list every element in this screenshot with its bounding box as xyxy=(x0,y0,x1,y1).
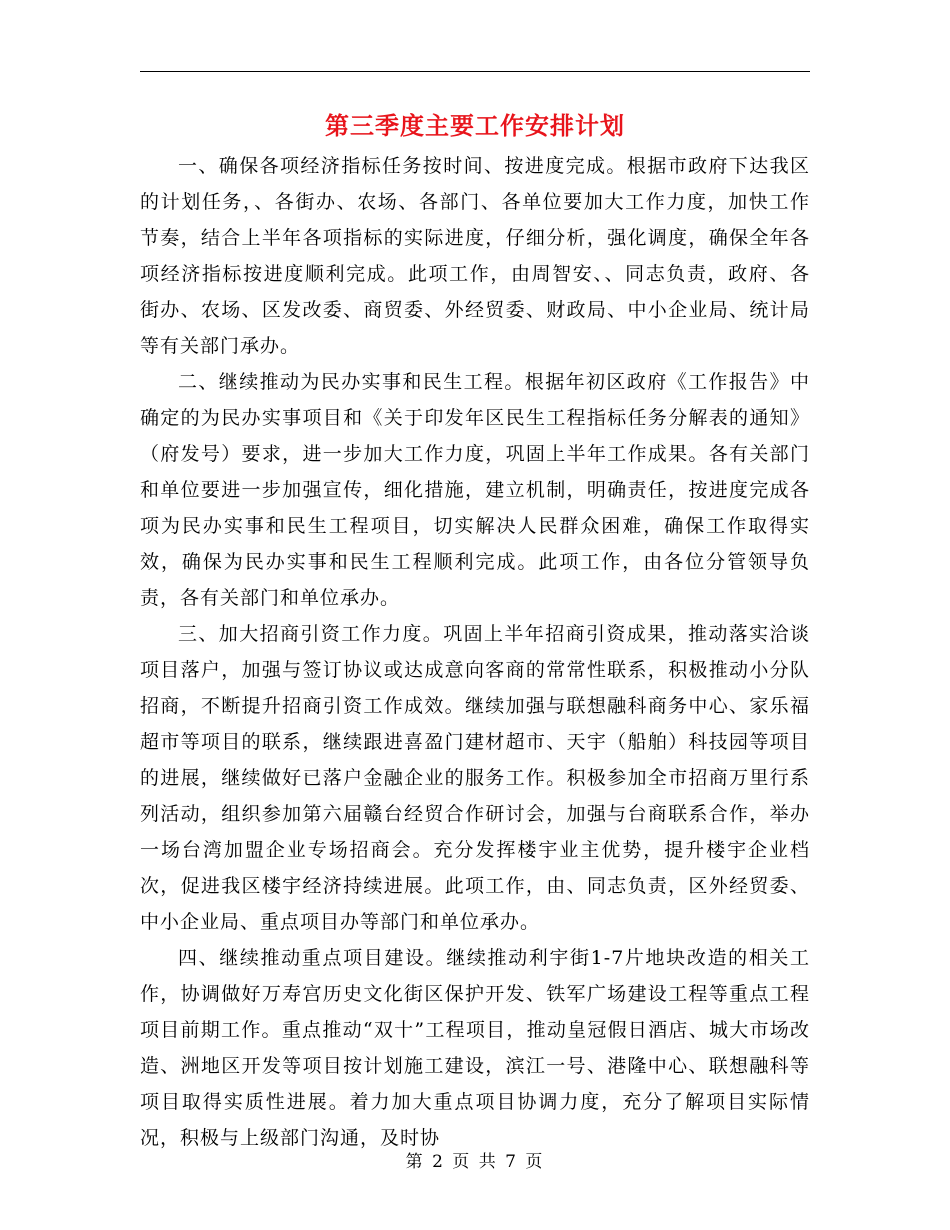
header-rule xyxy=(140,71,810,72)
paragraph-3: 三、加大招商引资工作力度。巩固上半年招商引资成果，推动落实洽谈项目落户，加强与签订协议或达成意向客商的常常性联系，积极推动小分队招商，不断提升招商引资工作成效。继续加强与联想融科商务中心、家乐福超市等项目的联系，继续跟进喜盈门建材超市、天宇（船舶）科技园等项目的进展，继续做好已落户金融企业的服务工作。积极参加全市招商万里行系列活动，组织参加第六届赣台经贸合作研讨会，加强与台商联系合作，举办一场台湾加盟企业专场招商会。充分发挥楼宇业主优势，提升楼宇企业档次，促进我区楼宇经济持续进展。此项工作，由、同志负责，区外经贸委、中小企业局、重点项目办等部门和单位承办。 xyxy=(140,623,810,933)
document-title: 第三季度主要工作安排计划 xyxy=(325,111,625,140)
document-body xyxy=(140,148,810,1156)
page-number-footer: 第 2 页 共 7 页 xyxy=(405,1152,545,1172)
paragraph-4: 四、继续推动重点项目建设。继续推动利宇街1-7片地块改造的相关工作，协调做好万寿宫历史文化街区保护开发、铁军广场建设工程等重点工程项目前期工作。重点推动“双十”工程项目，推动皇冠假日酒店、城大市场改造、洲地区开发等项目按计划施工建设，滨江一号、港隆中心、联想融科等项目取得实质性进展。着力加大重点项目协调力度，充分了解项目实际情况，积极与上级部门沟通，及时协 xyxy=(140,947,810,1149)
paragraph-2: 二、继续推动为民办实事和民生工程。根据年初区政府《工作报告》中确定的为民办实事项目和《关于印发年区民生工程指标任务分解表的通知》（府发号）要求，进一步加大工作力度，巩固上半年工作成果。各有关部门和单位要进一步加强宣传，细化措施，建立机制，明确责任，按进度完成各项为民办实事和民生工程项目，切实解决人民群众困难，确保工作取得实效，确保为民办实事和民生工程顺利完成。此项工作，由各位分管领导负责，各有关部门和单位承办。 xyxy=(140,371,810,609)
paragraph-1: 一、确保各项经济指标任务按时间、按进度完成。根据市政府下达我区的计划任务，、各街办、农场、各部门、各单位要加大工作力度，加快工作节奏，结合上半年各项指标的实际进度，仔细分析，强化调度，确保全年各项经济指标按进度顺利完成。此项工作，由周智安、、同志负责，政府、各街办、农场、区发改委、商贸委、外经贸委、财政局、中小企业局、统计局等有关部门承办。 xyxy=(140,155,810,357)
